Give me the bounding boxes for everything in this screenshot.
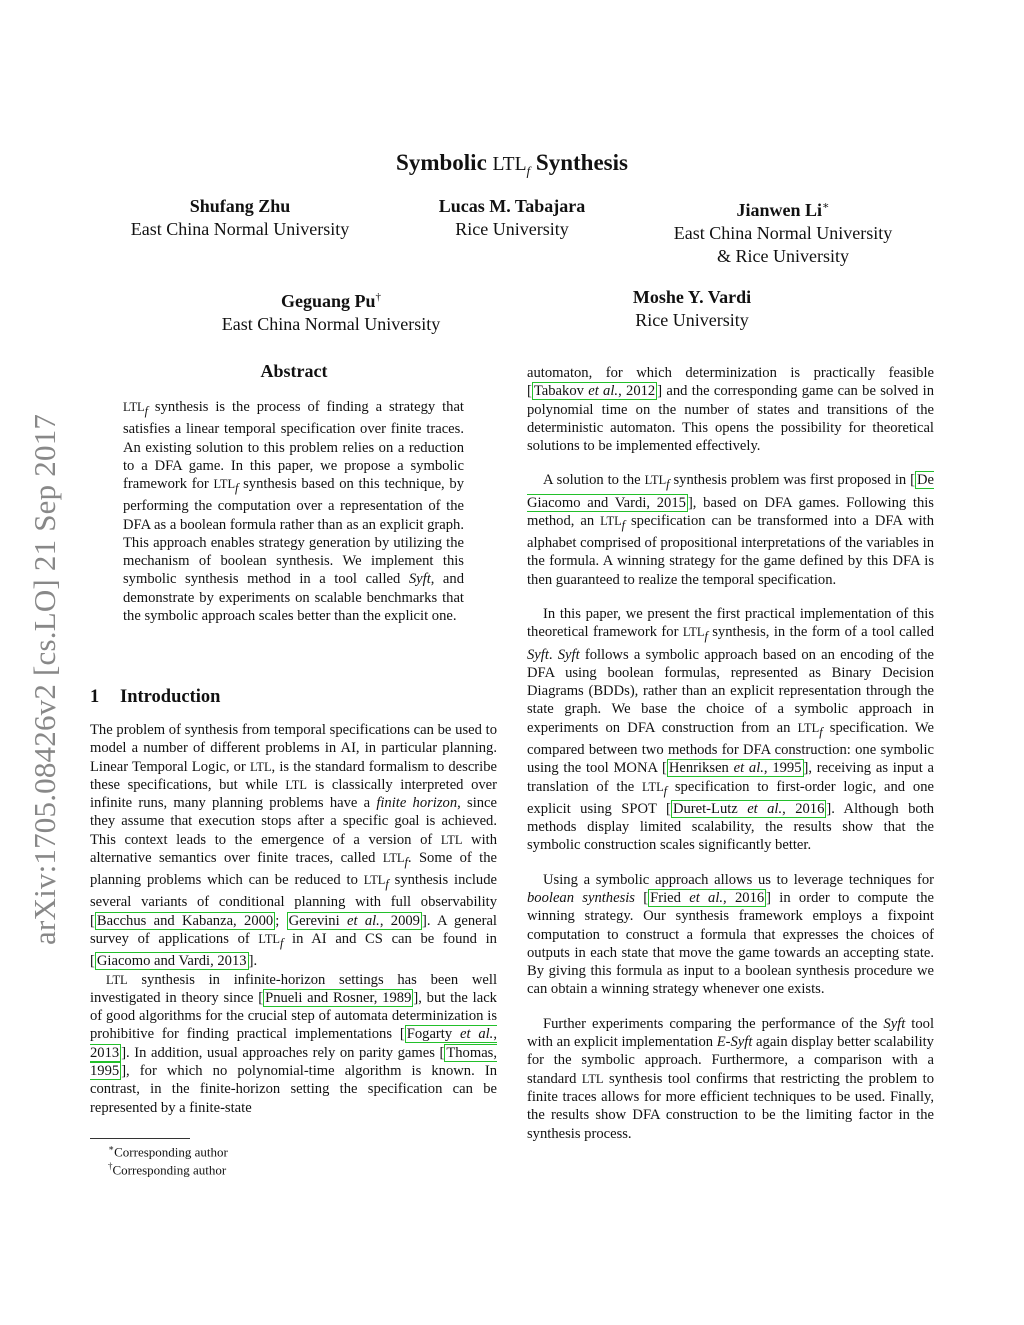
author-mark: † bbox=[375, 291, 382, 303]
paragraph: In this paper, we present the first practical implementation of this theoretical framework for $LTL_f$ synthesis, in the form of a tool called Syft. Syft follows a symbolic approach based on an encoding of the DFA using boolean formulas, represented as Binary Decision Diagrams (BDDs), rather than an explicit representation through the state graph. We base the choice of a symbolic approach in experiments on DFA construction from an $LTL_f$ specification. We compared between two methods for DFA construction: one symbolic using the tool MONA [ Henriksen et al., 1995 ], receiving as input a translation of the $LTL_f$ specification to first-order logic, and one explicit using SPOT [ Duret-Lutz et al., 2016 ]. Although both methods display limited scalability, the results show that the symbolic construction scales significantly better. bbox=[527, 606, 935, 854]
author-mark: ∗ bbox=[822, 200, 830, 212]
author-block bbox=[650, 195, 916, 268]
citation-link[interactable]: Duret-Lutz et al., 2016 bbox=[672, 800, 825, 817]
citation-link[interactable]: Henriksen et al., 1995 bbox=[668, 760, 802, 777]
author-block bbox=[120, 195, 360, 241]
paragraph: A solution to the $LTL_f$ synthesis problem was first proposed in [ De Giacomo and Vardi, 2015 ], based on DFA games. Following this method, an $LTL_f$ specification can be transformed into a DFA with alphabet comprised of propositional interpretations of the variables in the formula. A winning strategy for the game defined by this DFA is then guaranteed to realize the temporal specification. bbox=[527, 472, 935, 588]
citation-link[interactable]: Gerevini et al., 2009 bbox=[288, 912, 420, 929]
author-name: Geguang Pu bbox=[280, 291, 376, 311]
author-name: Jianwen Li bbox=[736, 200, 823, 220]
author-block bbox=[412, 195, 612, 241]
arxiv-identifier: arXiv:1705.08426v2 [cs.LO] 21 Sep 2017 bbox=[27, 413, 62, 945]
footnote: †Corresponding author bbox=[108, 1161, 227, 1178]
citation-link[interactable]: Fried et al., 2016 bbox=[650, 889, 765, 906]
paragraph: automaton, for which determinization is practically feasible [ Tabakov et al., 2012 ] and the corresponding game can be solved in polynomial time on the number of states and transitions of the deterministic automaton. This opens the possibility for theoretical solutions to be implemented effectively. bbox=[527, 365, 934, 455]
paragraph: LTL synthesis in infinite-horizon settings has been well investigated in theory since [ Pnueli and Rosner, 1989 ], but the lack of good algorithms for the crucial step of automata determinization is prohibitive for finding practical implementations [ Fogarty et al., 2013 ]. In addition, usual approaches rely on parity games [ Thomas, 1995 ], for which no polynomial-time algorithm is known. In contrast, in the finite-horizon setting the specification can be represented by a finite-state bbox=[90, 971, 497, 1116]
citation-link[interactable]: Giacomo and Vardi, 2013 bbox=[96, 953, 247, 970]
citation-link[interactable]: Fogarty et al., 2013 bbox=[90, 1026, 497, 1061]
left-column bbox=[90, 721, 497, 1117]
abstract-body: $LTL_f$ synthesis is the process of finding a strategy that satisfies a linear temporal specification over finite traces. An existing solution to this problem relies on a reduction to a DFA game. In this paper, we propose a symbolic framework for $LTL_f$ synthesis based on this technique, by performing the computation over a representation of the DFA as a boolean formula rather than as an explicit graph. This approach enables strategy generation by utilizing the mechanism of boolean synthesis. We implement this symbolic synthesis method in a tool called Syft, and demonstrate by experiments on scalable benchmarks that the symbolic approach scales better than the explicit one. bbox=[123, 399, 464, 625]
author-affiliation: & Rice University bbox=[717, 246, 849, 266]
citation-link[interactable]: Tabakov et al., 2012 bbox=[533, 383, 656, 400]
paper-title: Symbolic $LTL_f$ Synthesis bbox=[396, 150, 628, 179]
author-name: Moshe Y. Vardi bbox=[632, 287, 752, 307]
paragraph: The problem of synthesis from temporal specifications can be used to model a number of different problems in AI, in particular planning. Linear Temporal Logic, or LTL, is the standard formalism to describe these specifications, but while LTL is classically interpreted over infinite runs, many planning problems have a finite horizon, since they assume that execution stops after a specific goal is achieved. This context leads to the emergence of a version of LTL with alternative semantics over finite traces, called $LTL_f$. Some of the planning problems which can be reduced to $LTL_f$ synthesis include several variants of conditional planning with full observability [ Bacchus and Kabanza, 2000 ; Gerevini et al., 2009 ]. A general survey of applications of $LTL_f$ in AI and CS can be found in [ Giacomo and Vardi, 2013 ]. bbox=[90, 722, 498, 970]
section-heading: 1 Introduction bbox=[90, 687, 221, 707]
abstract-heading: Abstract bbox=[260, 361, 328, 381]
author-block bbox=[200, 286, 462, 336]
author-affiliation: East China Normal University bbox=[130, 219, 350, 239]
citation-link[interactable]: De Giacomo and Vardi, 2015 bbox=[527, 472, 934, 511]
footnote-divider bbox=[90, 1138, 190, 1139]
paragraph: Using a symbolic approach allows us to leverage techniques for boolean synthesis [ Fried et al., 2016 ] in order to compute the winning strategy. Our synthesis framework employs a fixpoint computation to construct a formula that expresses the choices of outputs in each state that move the game towards an accepting state. By giving this formula as input to a boolean synthesis procedure we can obtain a winning strategy whenever one exists. bbox=[527, 871, 934, 998]
author-affiliation: Rice University bbox=[455, 219, 569, 239]
author-block bbox=[592, 286, 792, 332]
author-affiliation: East China Normal University bbox=[673, 223, 893, 243]
author-name: Shufang Zhu bbox=[189, 196, 291, 216]
paragraph: Further experiments comparing the performance of the Syft tool with an explicit implementation E-Syft again display better scalability for the symbolic approach. Furthermore, a comparison with a standard LTL synthesis tool confirms that restricting the problem to finite traces allows for more efficient techniques to be used. Finally, the results show DFA construction to be the limiting factor in the synthesis process. bbox=[527, 1015, 935, 1142]
author-affiliation: Rice University bbox=[635, 310, 749, 330]
footnote: ∗Corresponding author bbox=[108, 1143, 228, 1160]
author-name: Lucas M. Tabajara bbox=[438, 196, 586, 216]
citation-link[interactable]: Bacchus and Kabanza, 2000 bbox=[96, 912, 274, 929]
author-affiliation: East China Normal University bbox=[221, 314, 441, 334]
citation-link[interactable]: Thomas, 1995 bbox=[90, 1044, 497, 1080]
right-column bbox=[527, 364, 934, 1143]
citation-link[interactable]: Pnueli and Rosner, 1989 bbox=[265, 989, 412, 1006]
